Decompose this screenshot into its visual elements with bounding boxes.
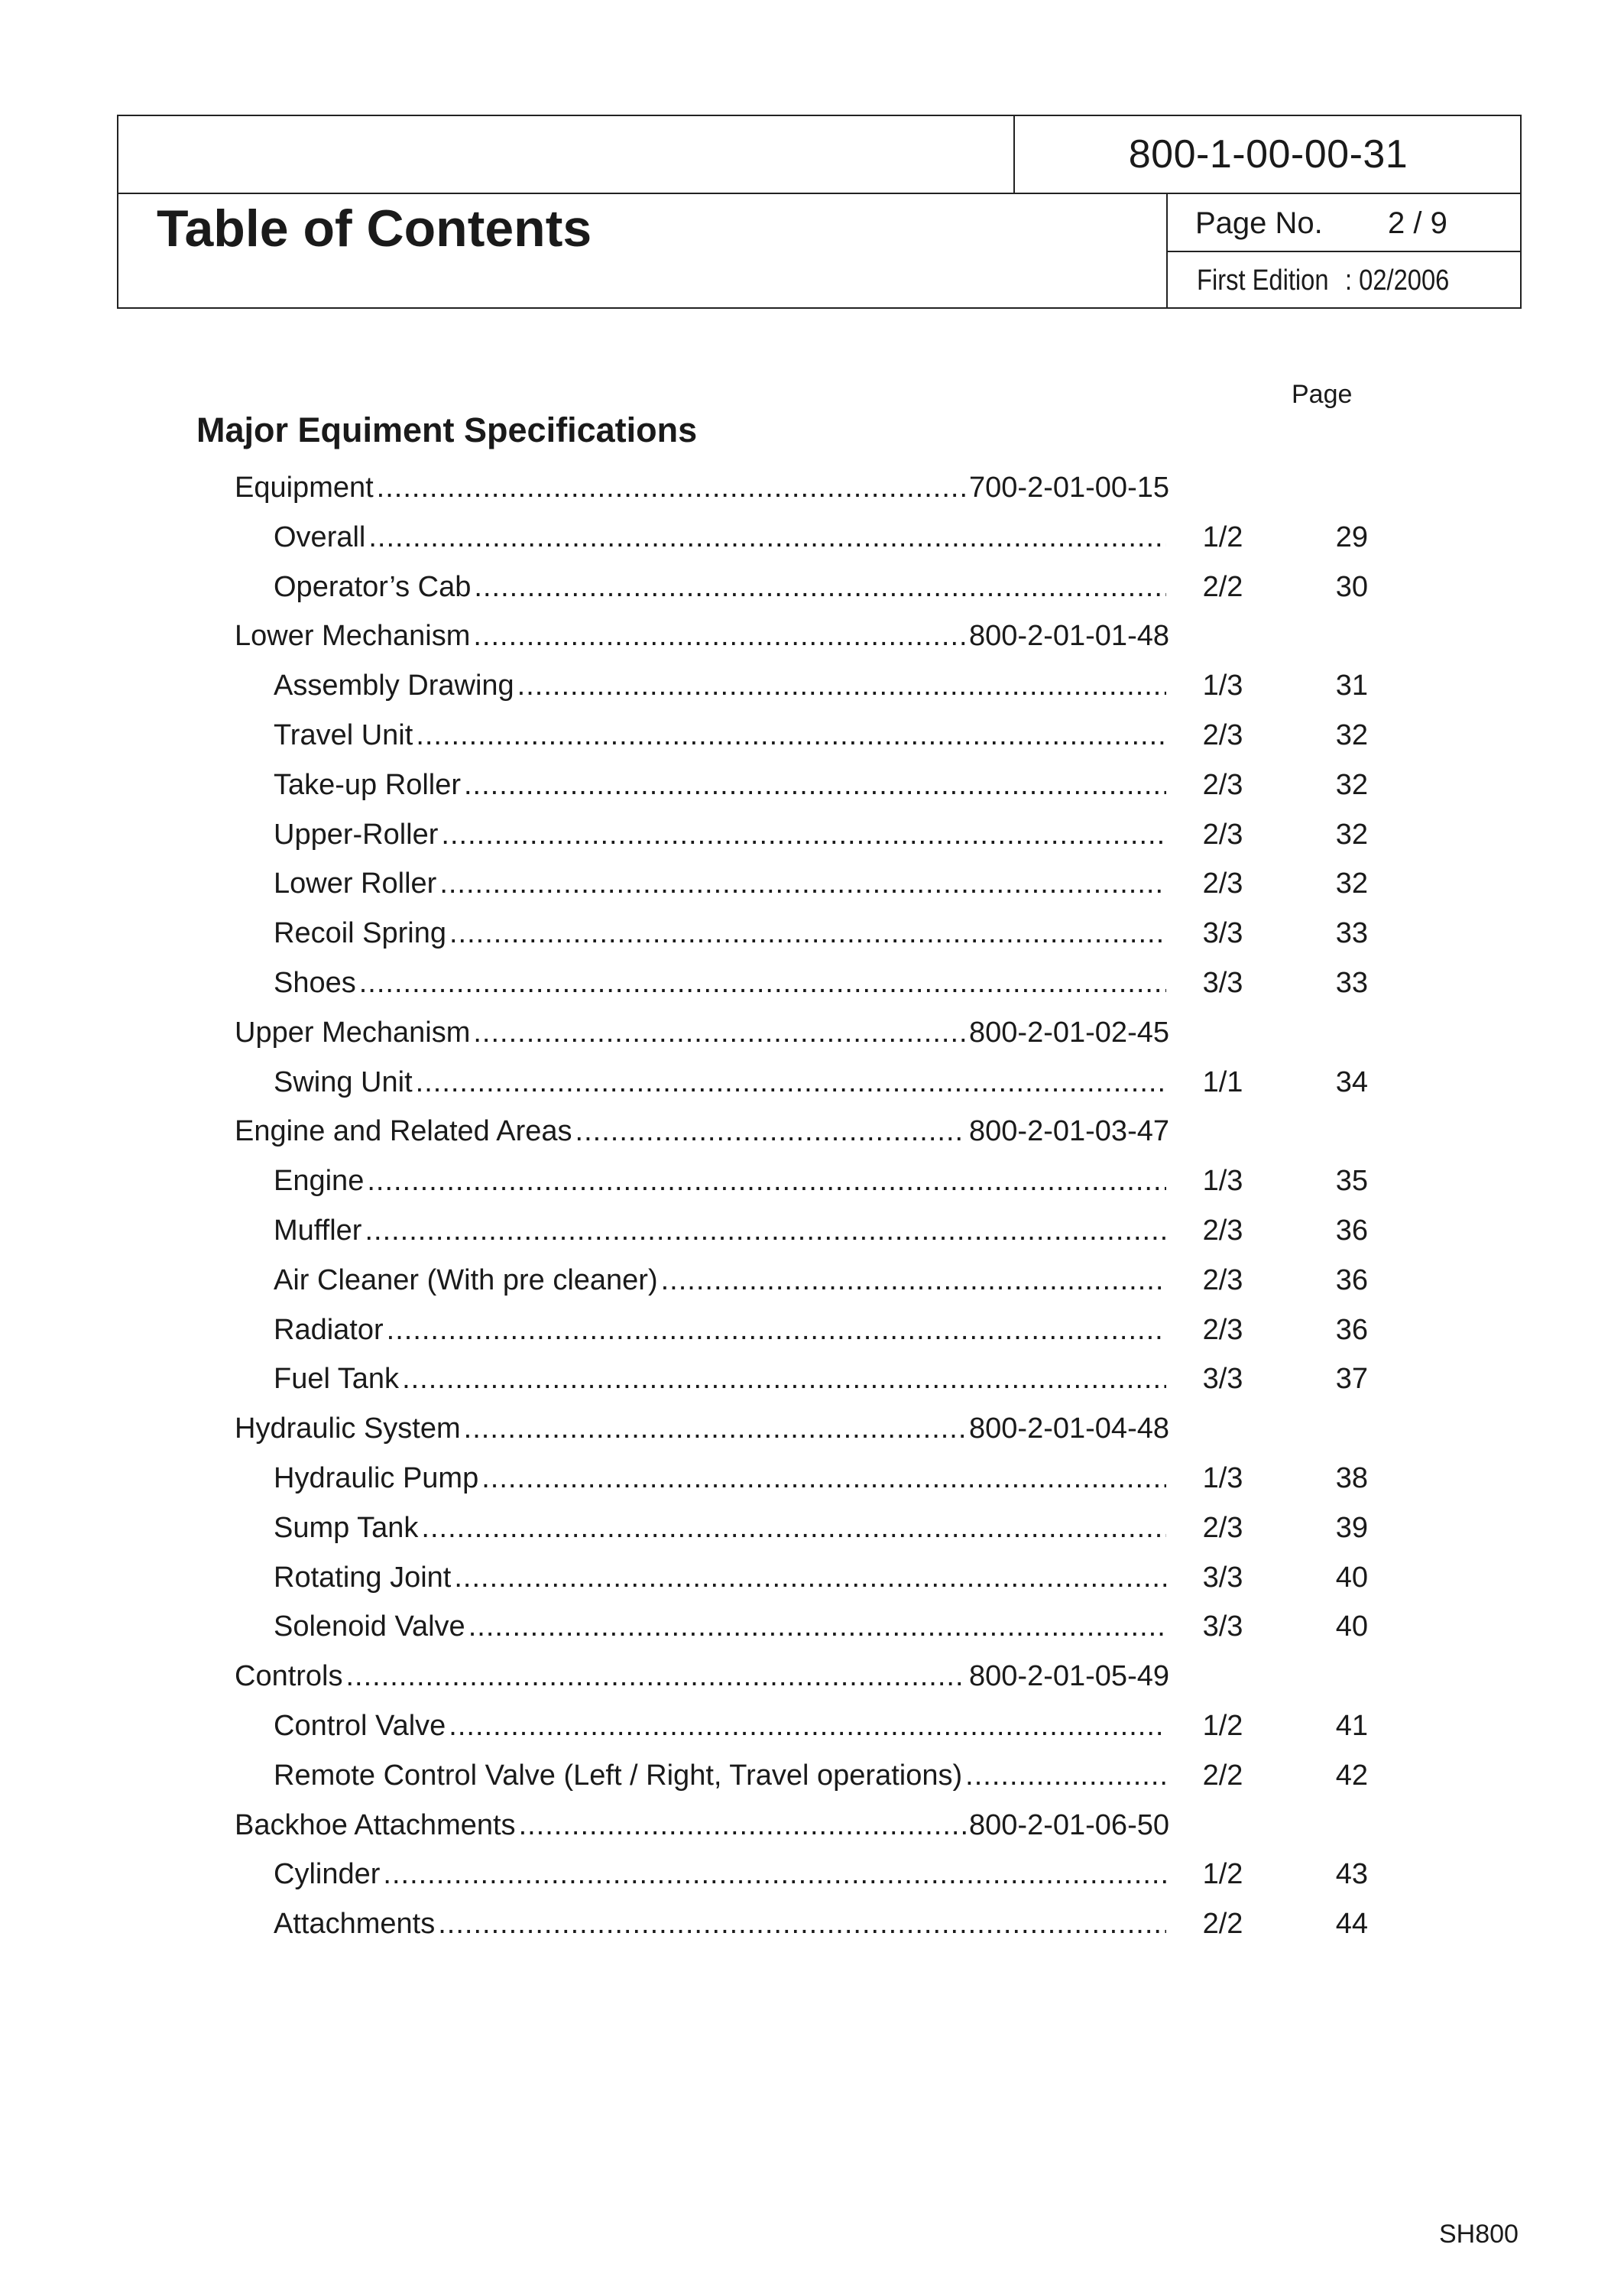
dot-leader: [368, 520, 1166, 555]
toc-item-subpage: 2/3: [1202, 818, 1243, 851]
dot-leader: [359, 965, 1166, 1001]
toc-item-page: 31: [1335, 670, 1368, 702]
toc-item-title: Take-up Roller: [274, 768, 461, 801]
toc-item-page: 33: [1335, 917, 1368, 950]
toc-item-subpage: 2/3: [1202, 1511, 1243, 1544]
toc-item-row[interactable]: [274, 1361, 1169, 1396]
dot-leader: [454, 1560, 1166, 1595]
toc-group-title: Equipment: [235, 472, 374, 504]
toc-item-row[interactable]: [274, 1163, 1169, 1198]
toc-item-title: Operator’s Cab: [274, 570, 472, 603]
toc-item-subpage: 1/1: [1202, 1065, 1243, 1098]
dot-leader: [365, 1213, 1166, 1248]
toc-item-title: Travel Unit: [274, 719, 413, 751]
toc-item-row[interactable]: [274, 916, 1169, 951]
toc-group-title: Upper Mechanism: [235, 1016, 471, 1049]
footer-model: SH800: [1439, 2220, 1519, 2249]
toc-item-page: 32: [1335, 868, 1368, 900]
toc-item-row[interactable]: [274, 1758, 1169, 1793]
dot-leader: [517, 668, 1166, 703]
toc-group-code: 800-2-01-04-48: [969, 1412, 1169, 1445]
toc-item-page: 33: [1335, 967, 1368, 999]
dot-leader: [402, 1361, 1166, 1396]
toc-item-title: Control Valve: [274, 1710, 446, 1742]
toc-item-page: 32: [1335, 719, 1368, 751]
toc-group-row[interactable]: [235, 1411, 1169, 1446]
toc-item-title: Rotating Joint: [274, 1561, 452, 1594]
toc-item-row[interactable]: [274, 965, 1169, 1001]
toc-item-page: 37: [1335, 1363, 1368, 1396]
toc-item-subpage: 1/2: [1202, 521, 1243, 553]
toc-item-row[interactable]: [274, 520, 1169, 555]
toc-group-row[interactable]: [235, 1808, 1169, 1843]
toc-item-page: 43: [1335, 1858, 1368, 1891]
toc-item-row[interactable]: [274, 718, 1169, 753]
toc-item-page: 41: [1335, 1710, 1368, 1742]
toc-group-title: Backhoe Attachments: [235, 1808, 516, 1841]
page-number-value: 2 / 9: [1388, 206, 1447, 240]
toc-item-title: Upper-Roller: [274, 818, 439, 851]
dot-leader: [377, 470, 966, 505]
toc-item-subpage: 2/3: [1202, 1215, 1243, 1247]
dot-leader: [383, 1857, 1166, 1892]
toc-item-row[interactable]: [274, 1906, 1169, 1941]
toc-group-row[interactable]: [235, 470, 1169, 505]
dot-leader: [473, 1015, 966, 1050]
dot-leader: [441, 817, 1166, 852]
toc-item-page: 30: [1335, 570, 1368, 603]
edition-date: : 02/2006: [1345, 264, 1450, 297]
toc-item-row[interactable]: [274, 1560, 1169, 1595]
page-number-label: Page No.: [1195, 206, 1323, 240]
dot-leader: [468, 1609, 1166, 1644]
dot-leader: [346, 1659, 967, 1694]
toc-item-subpage: 2/2: [1202, 1908, 1243, 1941]
dot-leader: [474, 569, 1166, 605]
toc-group-code: 800-2-01-02-45: [969, 1016, 1169, 1049]
toc-item-subpage: 3/3: [1202, 1610, 1243, 1643]
toc-item-title: Cylinder: [274, 1858, 381, 1891]
toc-item-row[interactable]: [274, 1857, 1169, 1892]
toc-group-title: Controls: [235, 1660, 343, 1693]
dot-leader: [473, 618, 966, 654]
toc-item-subpage: 1/2: [1202, 1858, 1243, 1891]
toc-item-title: Engine: [274, 1165, 365, 1198]
toc-item-page: 36: [1335, 1215, 1368, 1247]
edition-label: First Edition: [1197, 264, 1329, 297]
toc-item-title: Muffler: [274, 1215, 362, 1247]
toc-group-code: 800-2-01-05-49: [969, 1660, 1169, 1693]
dot-leader: [464, 767, 1166, 803]
toc-item-subpage: 2/3: [1202, 719, 1243, 751]
toc-item-title: Fuel Tank: [274, 1363, 400, 1396]
dot-leader: [965, 1758, 1166, 1793]
dot-leader: [449, 1708, 1166, 1743]
toc-item-page: 32: [1335, 768, 1368, 801]
toc-item-subpage: 2/2: [1202, 1759, 1243, 1792]
toc-item-row[interactable]: [274, 1609, 1169, 1644]
toc-group-code: 800-2-01-01-48: [969, 620, 1169, 653]
toc-item-title: Overall: [274, 521, 366, 553]
toc-item-page: 42: [1335, 1759, 1368, 1792]
toc-item-page: 44: [1335, 1908, 1368, 1941]
toc-item-subpage: 1/3: [1202, 1462, 1243, 1494]
toc-item-page: 39: [1335, 1511, 1368, 1544]
toc-item-title: Air Cleaner (With pre cleaner): [274, 1263, 658, 1296]
toc-item-page: 34: [1335, 1065, 1368, 1098]
toc-group-title: Hydraulic System: [235, 1412, 461, 1445]
document-number: 800-1-00-00-31: [1128, 132, 1408, 177]
toc-group-title: Engine and Related Areas: [235, 1115, 572, 1148]
toc-group-row[interactable]: [235, 1015, 1169, 1050]
dot-leader: [661, 1263, 1166, 1298]
toc-item-title: Recoil Spring: [274, 917, 446, 950]
toc-item-title: Assembly Drawing: [274, 670, 514, 702]
toc-item-title: Radiator: [274, 1313, 384, 1346]
toc-item-subpage: 2/3: [1202, 1313, 1243, 1346]
toc-item-row[interactable]: [274, 767, 1169, 803]
toc-item-subpage: 2/3: [1202, 868, 1243, 900]
toc-item-subpage: 2/2: [1202, 570, 1243, 603]
section-title: Major Equiment Specifications: [196, 410, 698, 449]
toc-item-row[interactable]: [274, 1065, 1169, 1100]
toc-item-subpage: 3/3: [1202, 1363, 1243, 1396]
toc-group-row[interactable]: [235, 1114, 1169, 1149]
toc-item-row[interactable]: [274, 866, 1169, 901]
toc-item-row[interactable]: [274, 1461, 1169, 1496]
dot-leader: [575, 1114, 966, 1149]
dot-leader: [416, 718, 1166, 753]
toc-item-title: Shoes: [274, 967, 356, 999]
toc-group-row[interactable]: [235, 618, 1169, 654]
page-title: Table of Contents: [157, 199, 592, 258]
toc-item-title: Swing Unit: [274, 1065, 413, 1098]
toc-item-title: Hydraulic Pump: [274, 1462, 479, 1494]
dot-leader: [439, 866, 1166, 901]
dot-leader: [416, 1065, 1166, 1100]
toc-item-subpage: 2/3: [1202, 1263, 1243, 1296]
toc-group-row[interactable]: [235, 1659, 1169, 1694]
toc-item-page: 35: [1335, 1165, 1368, 1198]
toc-item-subpage: 2/3: [1202, 768, 1243, 801]
toc-item-row[interactable]: [274, 1510, 1169, 1545]
toc-item-subpage: 3/3: [1202, 917, 1243, 950]
toc-item-title: Solenoid Valve: [274, 1610, 465, 1643]
toc-item-page: 29: [1335, 521, 1368, 553]
dot-leader: [481, 1461, 1166, 1496]
dot-leader: [387, 1312, 1166, 1348]
toc-item-title: Attachments: [274, 1908, 436, 1941]
toc-item-page: 40: [1335, 1561, 1368, 1594]
page-column-header: Page: [1292, 380, 1353, 409]
toc-item-title: Sump Tank: [274, 1511, 419, 1544]
toc-item-row[interactable]: [274, 569, 1169, 605]
toc-item-subpage: 1/2: [1202, 1710, 1243, 1742]
toc-item-subpage: 3/3: [1202, 967, 1243, 999]
toc-item-page: 36: [1335, 1313, 1368, 1346]
toc-group-code: 700-2-01-00-15: [969, 472, 1169, 504]
toc-item-title: Lower Roller: [274, 868, 437, 900]
toc-item-page: 36: [1335, 1263, 1368, 1296]
toc-group-title: Lower Mechanism: [235, 620, 471, 653]
toc-item-row[interactable]: [274, 1263, 1169, 1298]
toc-group-code: 800-2-01-06-50: [969, 1808, 1169, 1841]
dot-leader: [464, 1411, 966, 1446]
toc-item-title: Remote Control Valve (Left / Right, Travel operations): [274, 1759, 963, 1792]
dot-leader: [438, 1906, 1166, 1941]
toc-item-page: 38: [1335, 1462, 1368, 1494]
dot-leader: [519, 1808, 966, 1843]
dot-leader: [421, 1510, 1166, 1545]
toc-item-row[interactable]: [274, 668, 1169, 703]
toc-group-code: 800-2-01-03-47: [969, 1115, 1169, 1148]
toc-item-row[interactable]: [274, 1312, 1169, 1348]
toc-item-subpage: 1/3: [1202, 1165, 1243, 1198]
toc-item-row[interactable]: [274, 1213, 1169, 1248]
toc-item-page: 32: [1335, 818, 1368, 851]
dot-leader: [367, 1163, 1166, 1198]
toc-item-row[interactable]: [274, 817, 1169, 852]
toc-item-row[interactable]: [274, 1708, 1169, 1743]
toc-item-subpage: 1/3: [1202, 670, 1243, 702]
toc-item-page: 40: [1335, 1610, 1368, 1643]
dot-leader: [449, 916, 1166, 951]
toc-item-subpage: 3/3: [1202, 1561, 1243, 1594]
